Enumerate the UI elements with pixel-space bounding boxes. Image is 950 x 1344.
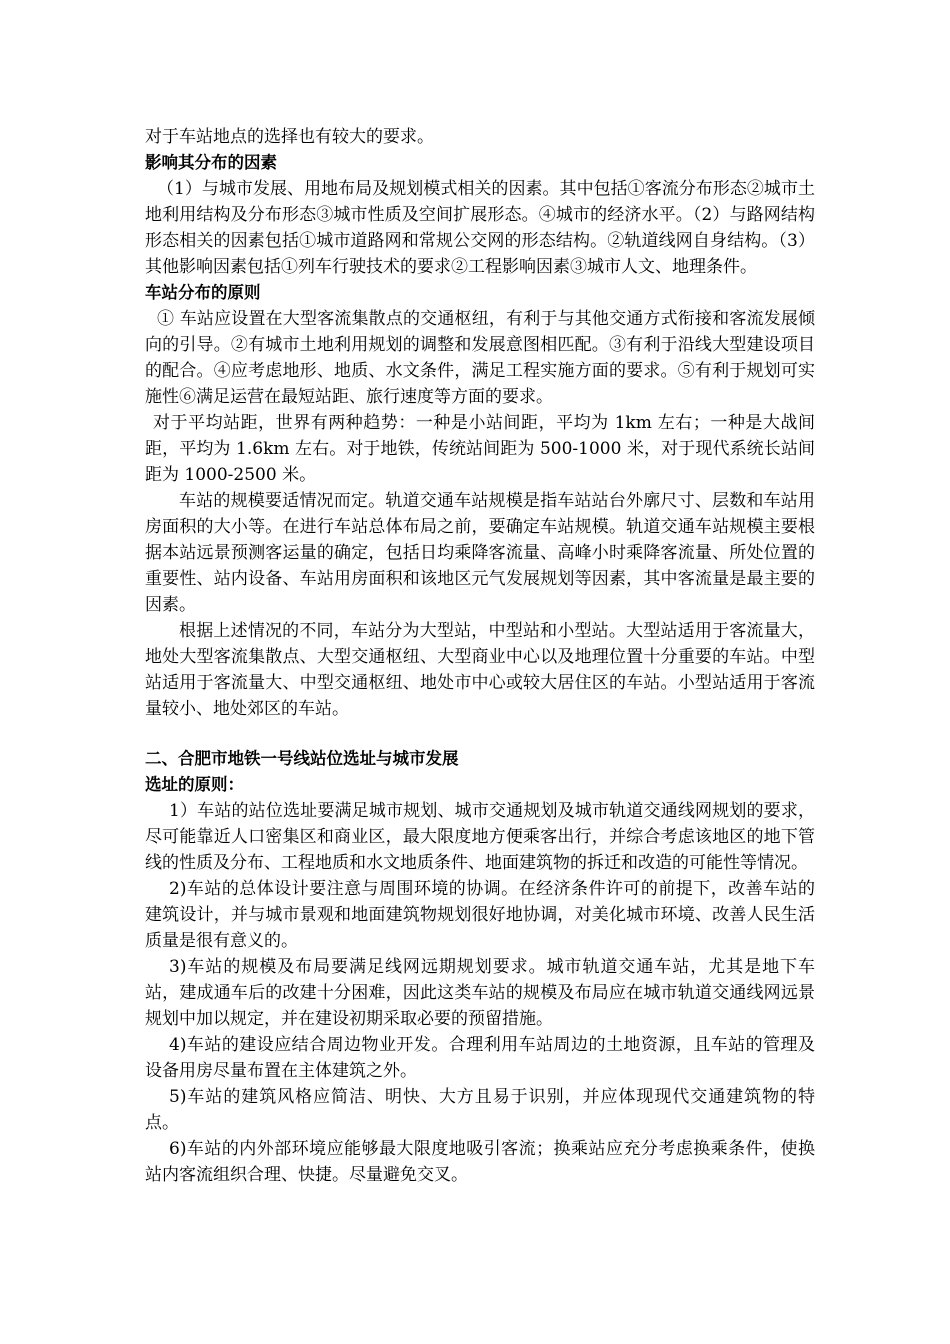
scale-paragraph: 车站的规模要适情况而定。轨道交通车站规模是指车站站台外廓尺寸、层数和车站用房面积的大小等。在进行车站总体布局之前，要确定车站规模。轨道交通车站规模主要根据本站远景预测客运量的确定，包括日均乘降客流量、高峰小时乘降客流量、所处位置的重要性、站内设备、车站用房面积和该地区元气发展规划等因素，其中客流量是最主要的因素。 — [145, 491, 815, 615]
types-paragraph: 根据上述情况的不同，车站分为大型站，中型站和小型站。大型站适用于客流量大，地处大型客流集散点、大型交通枢纽、大型商业中心以及地理位置十分重要的车站。中型站适用于客流量大、中型交通枢纽、地处市中心或较大居住区的车站。小型站适用于客流量较小、地处郊区的车站。 — [145, 621, 815, 719]
intro-paragraph: 对于车站地点的选择也有较大的要求。 — [145, 127, 434, 147]
document-body — [145, 124, 815, 1188]
factors-heading: 影响其分布的因素 — [145, 153, 277, 172]
site-principle-item: 1）车站的站位选址要满足城市规划、城市交通规划及城市轨道交通线网规划的要求，尽可能靠近人口密集区和商业区，最大限度地方便乘客出行，并综合考虑该地区的地下管线的性质及分布、工程地质和水文地质条件、地面建筑物的拆迁和改造的可能性等情况。 — [145, 801, 815, 873]
principles-paragraph: ① 车站应设置在大型客流集散点的交通枢纽，有利于与其他交通方式衔接和客流发展倾向的引导。②有城市土地利用规划的调整和发展意图相匹配。③有利于沿线大型建设项目的配合。④应考虑地形、地质、水文条件，满足工程实施方面的要求。⑤有利于规划可实施性⑥满足运营在最短站距、旅行速度等方面的要求。 — [145, 309, 815, 407]
site-principle-item: 3)车站的规模及布局要满足线网远期规划要求。城市轨道交通车站，尤其是地下车站，建成通车后的改建十分困难，因此这类车站的规模及布局应在城市轨道交通线网远景规划中加以规定，并在建设初期采取必要的预留措施。 — [145, 957, 815, 1029]
site-principle-item: 2)车站的总体设计要注意与周围环境的协调。在经济条件许可的前提下，改善车站的建筑设计，并与城市景观和地面建筑物规划很好地协调，对美化城市环境、改善人民生活质量是很有意义的。 — [145, 879, 815, 951]
site-principles-heading: 选址的原则： — [145, 775, 244, 794]
site-principle-item: 6)车站的内外部环境应能够最大限度地吸引客流；换乘站应充分考虑换乘条件，使换站内客流组织合理、快捷。尽量避免交叉。 — [145, 1139, 815, 1185]
section2-heading: 二、合肥市地铁一号线站位选址与城市发展 — [145, 749, 459, 768]
site-principle-item: 4)车站的建设应结合周边物业开发。合理利用车站周边的土地资源，且车站的管理及设备用房尽量布置在主体建筑之外。 — [145, 1035, 815, 1081]
spacing-paragraph: 对于平均站距，世界有两种趋势：一种是小站间距，平均为 1km 左右；一种是大战间距，平均为 1.6km 左右。对于地铁，传统站间距为 500-1000 米，对于现代系统长站间距为 1000-2500 米。 — [145, 413, 815, 485]
site-principle-item: 5)车站的建筑风格应简洁、明快、大方且易于识别，并应体现现代交通建筑物的特点。 — [145, 1087, 815, 1133]
factors-paragraph: （1）与城市发展、用地布局及规划模式相关的因素。其中包括①客流分布形态②城市土地利用结构及分布形态③城市性质及空间扩展形态。④城市的经济水平。（2）与路网结构形态相关的因素包括①城市道路网和常规公交网的形态结构。②轨道线网自身结构。（3）其他影响因素包括①列车行驶技术的要求②工程影响因素③城市人文、地理条件。 — [145, 179, 815, 277]
section-spacer — [145, 722, 815, 746]
principles-heading: 车站分布的原则 — [145, 283, 261, 302]
